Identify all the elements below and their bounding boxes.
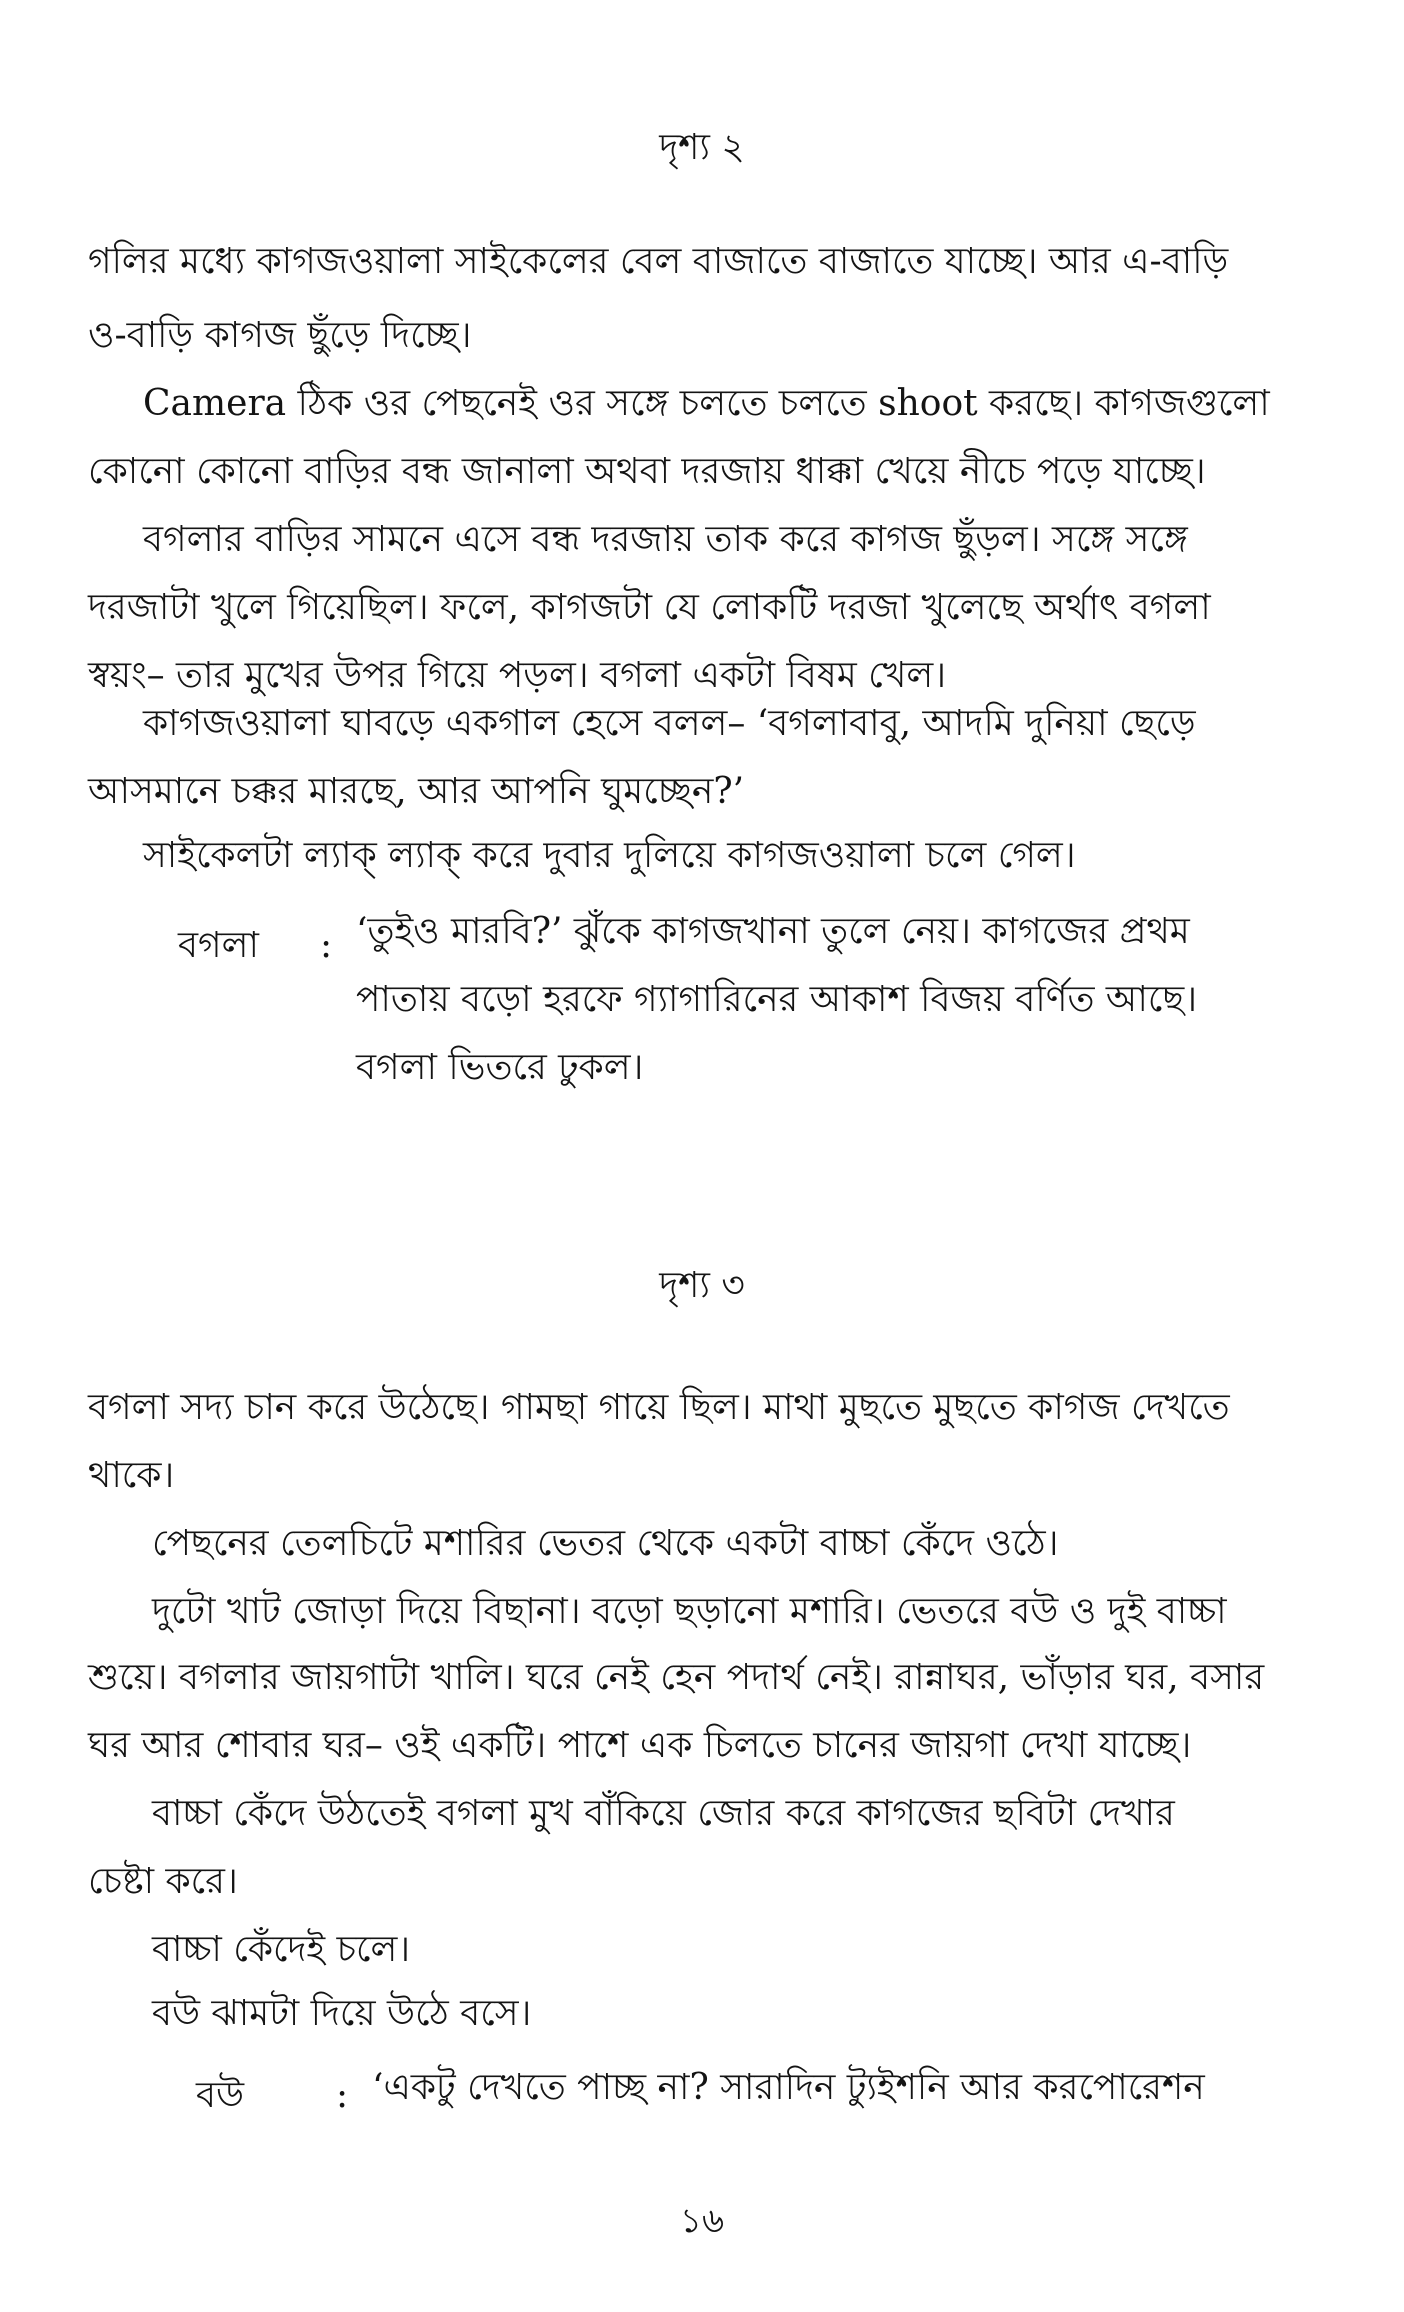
scene-3-line: বাচ্চা কেঁদেই চলে। [152,1929,411,1970]
dialogue-colon: : [336,2075,349,2116]
scene-3-line: শুয়ে। বগলার জায়গাটা খালি। ঘরে নেই হেন পদার্থ নেই। রান্নাঘর, ভাঁড়ার ঘর, বসার [88,1657,1265,1698]
scene-3-line: ঘর আর শোবার ঘর– ওই একটি। পাশে এক চিলতে চানের জায়গা দেখা যাচ্ছে। [88,1725,1192,1766]
scene-3-line: চেষ্টা করে। [88,1861,238,1902]
scene-2-line: কাগজওয়ালা ঘাবড়ে একগাল হেসে বলল– ‘বগলাবাবু, আদমি দুনিয়া ছেড়ে [143,703,1196,744]
scene-2-line: গলির মধ্যে কাগজওয়ালা সাইকেলের বেল বাজাতে বাজাতে যাচ্ছে। আর এ-বাড়ি [88,241,1229,282]
scene-3-line: বাচ্চা কেঁদে উঠতেই বগলা মুখ বাঁকিয়ে জোর করে কাগজের ছবিটা দেখার [152,1793,1175,1834]
scene-3-heading: দৃশ্য ৩ [659,1265,745,1306]
scene-3-line: দুটো খাট জোড়া দিয়ে বিছানা। বড়ো ছড়ানো মশারি। ভেতরে বউ ও দুই বাচ্চা [152,1591,1227,1632]
dialogue-line: ‘তুইও মারবি?’ ঝুঁকে কাগজখানা তুলে নেয়। কাগজের প্রথম [356,911,1190,952]
dialogue-colon: : [320,925,333,966]
scene-2-line: কোনো কোনো বাড়ির বন্ধ জানালা অথবা দরজায় ধাক্কা খেয়ে নীচে পড়ে যাচ্ছে। [88,451,1206,492]
scene-3-line: বগলা সদ্য চান করে উঠেছে। গামছা গায়ে ছিল। মাথা মুছতে মুছতে কাগজ দেখতে [88,1387,1230,1428]
dialogue-speaker: বউ [196,2075,245,2116]
scene-2-line: বগলার বাড়ির সামনে এসে বন্ধ দরজায় তাক করে কাগজ ছুঁড়ল। সঙ্গে সঙ্গে [143,519,1188,560]
page-number: ১৬ [679,2201,725,2241]
dialogue-line: পাতায় বড়ো হরফে গ্যাগারিনের আকাশ বিজয় বর্ণিত আছে। [356,979,1198,1020]
scene-2-heading: দৃশ্য ২ [659,127,745,168]
scene-3-line: বউ ঝামটা দিয়ে উঠে বসে। [152,1993,532,2034]
dialogue-line: ‘একটু দেখতে পাচ্ছ না? সারাদিন ট্যুইশনি আর করপোরেশন [372,2067,1205,2108]
scene-2-line: স্বয়ং– তার মুখের উপর গিয়ে পড়ল। বগলা একটা বিষম খেল। [88,655,947,696]
scene-3-line: থাকে। [88,1455,175,1496]
dialogue-line: বগলা ভিতরে ঢুকল। [356,1047,644,1088]
scene-2-line: দরজাটা খুলে গিয়েছিল। ফলে, কাগজটা যে লোকটি দরজা খুলেছে অর্থাৎ বগলা [88,587,1211,628]
scene-3-line: পেছনের তেলচিটে মশারির ভেতর থেকে একটা বাচ্চা কেঁদে ওঠে। [152,1523,1059,1564]
scene-2-line: ও-বাড়ি কাগজ ছুঁড়ে দিচ্ছে। [88,315,472,356]
scene-2-line: সাইকেলটা ল্যাক্ ল্যাক্ করে দুবার দুলিয়ে কাগজওয়ালা চলে গেল। [143,835,1076,876]
dialogue-speaker: বগলা [178,925,259,966]
scene-2-line: Camera ঠিক ওর পেছনেই ওর সঙ্গে চলতে চলতে shoot করছে। কাগজগুলো [143,383,1270,424]
scene-2-line: আসমানে চক্কর মারছে, আর আপনি ঘুমচ্ছেন?’ [88,771,745,812]
